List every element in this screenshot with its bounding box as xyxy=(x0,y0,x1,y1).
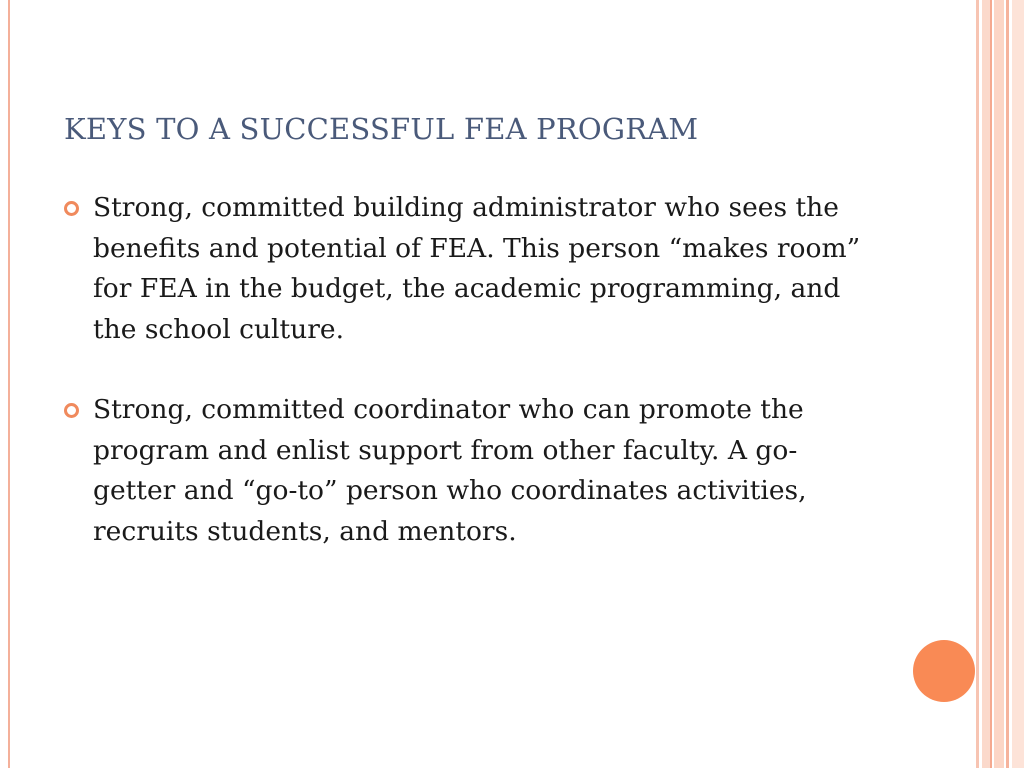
bullet-circle-icon xyxy=(64,201,79,216)
bullet-item xyxy=(64,188,874,350)
bullet-circle-icon xyxy=(64,403,79,418)
right-stripe xyxy=(994,0,1004,768)
bullet-item xyxy=(64,390,874,552)
right-stripe xyxy=(976,0,979,768)
bullet-text: Strong, committed building administrator who sees the benefits and potential of FEA. This person “makes room” for FEA in the budget, the academic programming, and the school culture. xyxy=(93,192,861,345)
left-border-line xyxy=(8,0,10,768)
right-stripe xyxy=(1006,0,1009,768)
right-stripe xyxy=(1012,0,1024,768)
right-stripe xyxy=(982,0,990,768)
bullet-list xyxy=(64,188,874,592)
decorative-circle xyxy=(913,640,975,702)
right-stripe xyxy=(990,0,992,768)
slide-title: KEYS TO A SUCCESSFUL FEA PROGRAM xyxy=(64,112,699,146)
bullet-text: Strong, committed coordinator who can promote the program and enlist support from other faculty. A go-getter and “go-to” person who coordinates activities, recruits students, and mentors. xyxy=(93,394,807,547)
